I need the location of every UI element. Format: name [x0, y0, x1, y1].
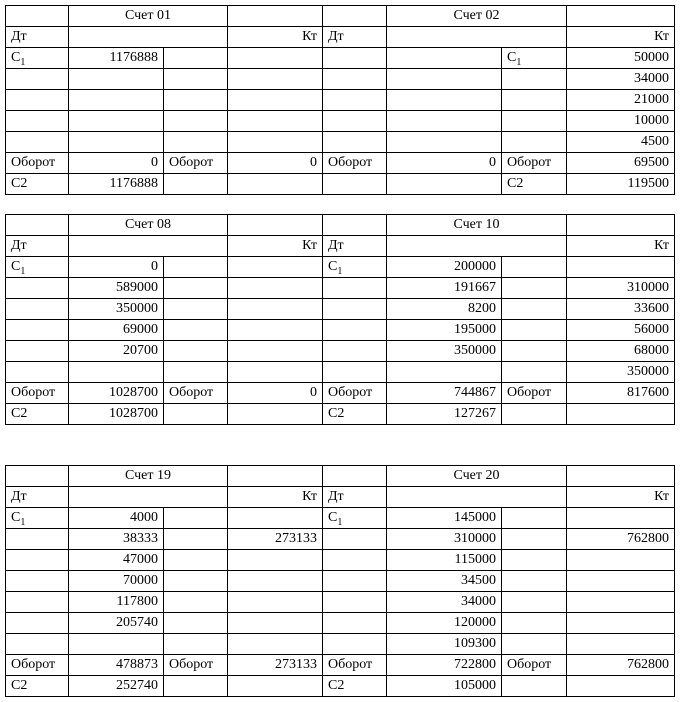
account-title: Счет 08 [69, 215, 228, 236]
account-title: Счет 19 [69, 466, 228, 487]
turnover-label: Оборот [502, 383, 567, 404]
debit-cell [69, 634, 164, 655]
opening-balance-label: $С_1$ [323, 257, 387, 278]
debit-cell: 205740 [69, 613, 164, 634]
debit-cell: 4000 [69, 508, 164, 529]
header-row [6, 236, 675, 257]
credit-cell [228, 132, 323, 153]
account-title: Счет 02 [387, 6, 567, 27]
turnover-label: Оборот [6, 655, 69, 676]
entry-row [6, 341, 675, 362]
opening-balance-label: $С_1$ [502, 48, 567, 69]
debit-cell: 350000 [69, 299, 164, 320]
debit-cell [69, 362, 164, 383]
debit-cell: 589000 [69, 278, 164, 299]
account-title: Счет 20 [387, 466, 567, 487]
credit-cell [228, 111, 323, 132]
header-row [6, 27, 675, 48]
debit-cell [387, 90, 502, 111]
credit-header: Кт [567, 27, 675, 48]
title-row [6, 215, 675, 236]
credit-cell: 33600 [567, 299, 675, 320]
debit-header: Дт [323, 27, 387, 48]
credit-cell: 50000 [567, 48, 675, 69]
credit-cell: 68000 [567, 341, 675, 362]
debit-cell [387, 362, 502, 383]
debit-cell: 69000 [69, 320, 164, 341]
opening-balance-row [6, 257, 675, 278]
opening-balance-label: $С_1$ [6, 48, 69, 69]
debit-cell [69, 111, 164, 132]
closing-balance-row [6, 676, 675, 697]
credit-cell [228, 341, 323, 362]
credit-cell [228, 90, 323, 111]
debit-cell [69, 90, 164, 111]
credit-cell: 119500 [567, 174, 675, 195]
closing-balance-label: С2 [6, 174, 69, 195]
credit-cell: 273133 [228, 529, 323, 550]
credit-cell [228, 550, 323, 571]
closing-balance-label: С2 [6, 404, 69, 425]
account-title: Счет 10 [387, 215, 567, 236]
turnover-label: Оборот [164, 383, 228, 404]
debit-cell: 191667 [387, 278, 502, 299]
turnover-label: Оборот [323, 655, 387, 676]
credit-cell: 34000 [567, 69, 675, 90]
credit-cell [228, 613, 323, 634]
entry-row [6, 571, 675, 592]
credit-cell: 350000 [567, 362, 675, 383]
credit-header: Кт [228, 487, 323, 508]
ledger-table-01-02 [5, 5, 675, 195]
credit-cell: 21000 [567, 90, 675, 111]
account-title: Счет 01 [69, 6, 228, 27]
closing-balance-row [6, 404, 675, 425]
credit-turnover: 762800 [567, 655, 675, 676]
debit-cell: 350000 [387, 341, 502, 362]
turnover-label: Оборот [164, 153, 228, 174]
debit-turnover: 744867 [387, 383, 502, 404]
turnover-row [6, 655, 675, 676]
credit-header: Кт [228, 27, 323, 48]
debit-cell: 195000 [387, 320, 502, 341]
title-row [6, 466, 675, 487]
debit-header: Дт [323, 487, 387, 508]
turnover-label: Оборот [6, 383, 69, 404]
credit-cell [567, 550, 675, 571]
credit-header: Кт [228, 236, 323, 257]
debit-cell [69, 69, 164, 90]
turnover-label: Оборот [6, 153, 69, 174]
turnover-label: Оборот [502, 153, 567, 174]
credit-cell: 10000 [567, 111, 675, 132]
debit-cell: 115000 [387, 550, 502, 571]
entry-row [6, 278, 675, 299]
credit-cell [567, 634, 675, 655]
opening-balance-row [6, 48, 675, 69]
debit-cell: 38333 [69, 529, 164, 550]
turnover-label: Оборот [502, 655, 567, 676]
debit-cell: 117800 [69, 592, 164, 613]
entry-row [6, 132, 675, 153]
credit-turnover: 69500 [567, 153, 675, 174]
header-row [6, 487, 675, 508]
debit-cell [387, 69, 502, 90]
credit-cell [228, 592, 323, 613]
debit-cell: 20700 [69, 341, 164, 362]
credit-cell [567, 592, 675, 613]
credit-turnover: 0 [228, 153, 323, 174]
credit-cell: 762800 [567, 529, 675, 550]
debit-turnover: 0 [69, 153, 164, 174]
debit-cell: 1176888 [69, 174, 164, 195]
debit-turnover: 0 [387, 153, 502, 174]
opening-balance-label: $С_1$ [6, 508, 69, 529]
credit-cell [567, 613, 675, 634]
credit-cell [228, 299, 323, 320]
turnover-label: Оборот [323, 383, 387, 404]
debit-cell: 310000 [387, 529, 502, 550]
debit-cell: 1176888 [69, 48, 164, 69]
entry-row [6, 90, 675, 111]
credit-turnover: 273133 [228, 655, 323, 676]
credit-cell [228, 634, 323, 655]
entry-row [6, 613, 675, 634]
closing-balance-label: С2 [502, 174, 567, 195]
ledger-table-19-20 [5, 465, 675, 697]
entry-row [6, 69, 675, 90]
credit-cell [228, 278, 323, 299]
ledger-table-08-10 [5, 214, 675, 425]
debit-cell: 0 [69, 257, 164, 278]
debit-cell [69, 132, 164, 153]
entry-row [6, 299, 675, 320]
debit-cell: 8200 [387, 299, 502, 320]
entry-row [6, 592, 675, 613]
debit-header: Дт [6, 487, 69, 508]
entry-row [6, 320, 675, 341]
credit-cell: 4500 [567, 132, 675, 153]
credit-turnover: 0 [228, 383, 323, 404]
debit-cell: 145000 [387, 508, 502, 529]
entry-row [6, 550, 675, 571]
debit-cell: 120000 [387, 613, 502, 634]
debit-cell: 105000 [387, 676, 502, 697]
debit-cell: 127267 [387, 404, 502, 425]
credit-cell: 56000 [567, 320, 675, 341]
closing-balance-label: С2 [323, 404, 387, 425]
entry-row [6, 362, 675, 383]
debit-cell: 252740 [69, 676, 164, 697]
closing-balance-label: С2 [323, 676, 387, 697]
turnover-row [6, 383, 675, 404]
closing-balance-label: С2 [6, 676, 69, 697]
debit-cell [387, 111, 502, 132]
entry-row [6, 634, 675, 655]
debit-turnover: 1028700 [69, 383, 164, 404]
opening-balance-label: $С_1$ [6, 257, 69, 278]
turnover-label: Оборот [323, 153, 387, 174]
credit-turnover: 817600 [567, 383, 675, 404]
closing-balance-row [6, 174, 675, 195]
debit-header: Дт [323, 236, 387, 257]
debit-cell: 200000 [387, 257, 502, 278]
opening-balance-row [6, 508, 675, 529]
debit-turnover: 722800 [387, 655, 502, 676]
debit-cell: 34000 [387, 592, 502, 613]
turnover-row [6, 153, 675, 174]
credit-cell [567, 571, 675, 592]
debit-turnover: 478873 [69, 655, 164, 676]
debit-header: Дт [6, 27, 69, 48]
debit-cell: 109300 [387, 634, 502, 655]
entry-row [6, 111, 675, 132]
credit-cell [228, 320, 323, 341]
credit-header: Кт [567, 236, 675, 257]
credit-cell [228, 571, 323, 592]
credit-cell [228, 69, 323, 90]
debit-cell [387, 132, 502, 153]
title-row [6, 6, 675, 27]
credit-cell [228, 362, 323, 383]
debit-cell: 70000 [69, 571, 164, 592]
debit-cell: 1028700 [69, 404, 164, 425]
debit-cell: 34500 [387, 571, 502, 592]
credit-cell: 310000 [567, 278, 675, 299]
turnover-label: Оборот [164, 655, 228, 676]
debit-cell: 47000 [69, 550, 164, 571]
credit-header: Кт [567, 487, 675, 508]
entry-row [6, 529, 675, 550]
debit-header: Дт [6, 236, 69, 257]
opening-balance-label: $С_1$ [323, 508, 387, 529]
